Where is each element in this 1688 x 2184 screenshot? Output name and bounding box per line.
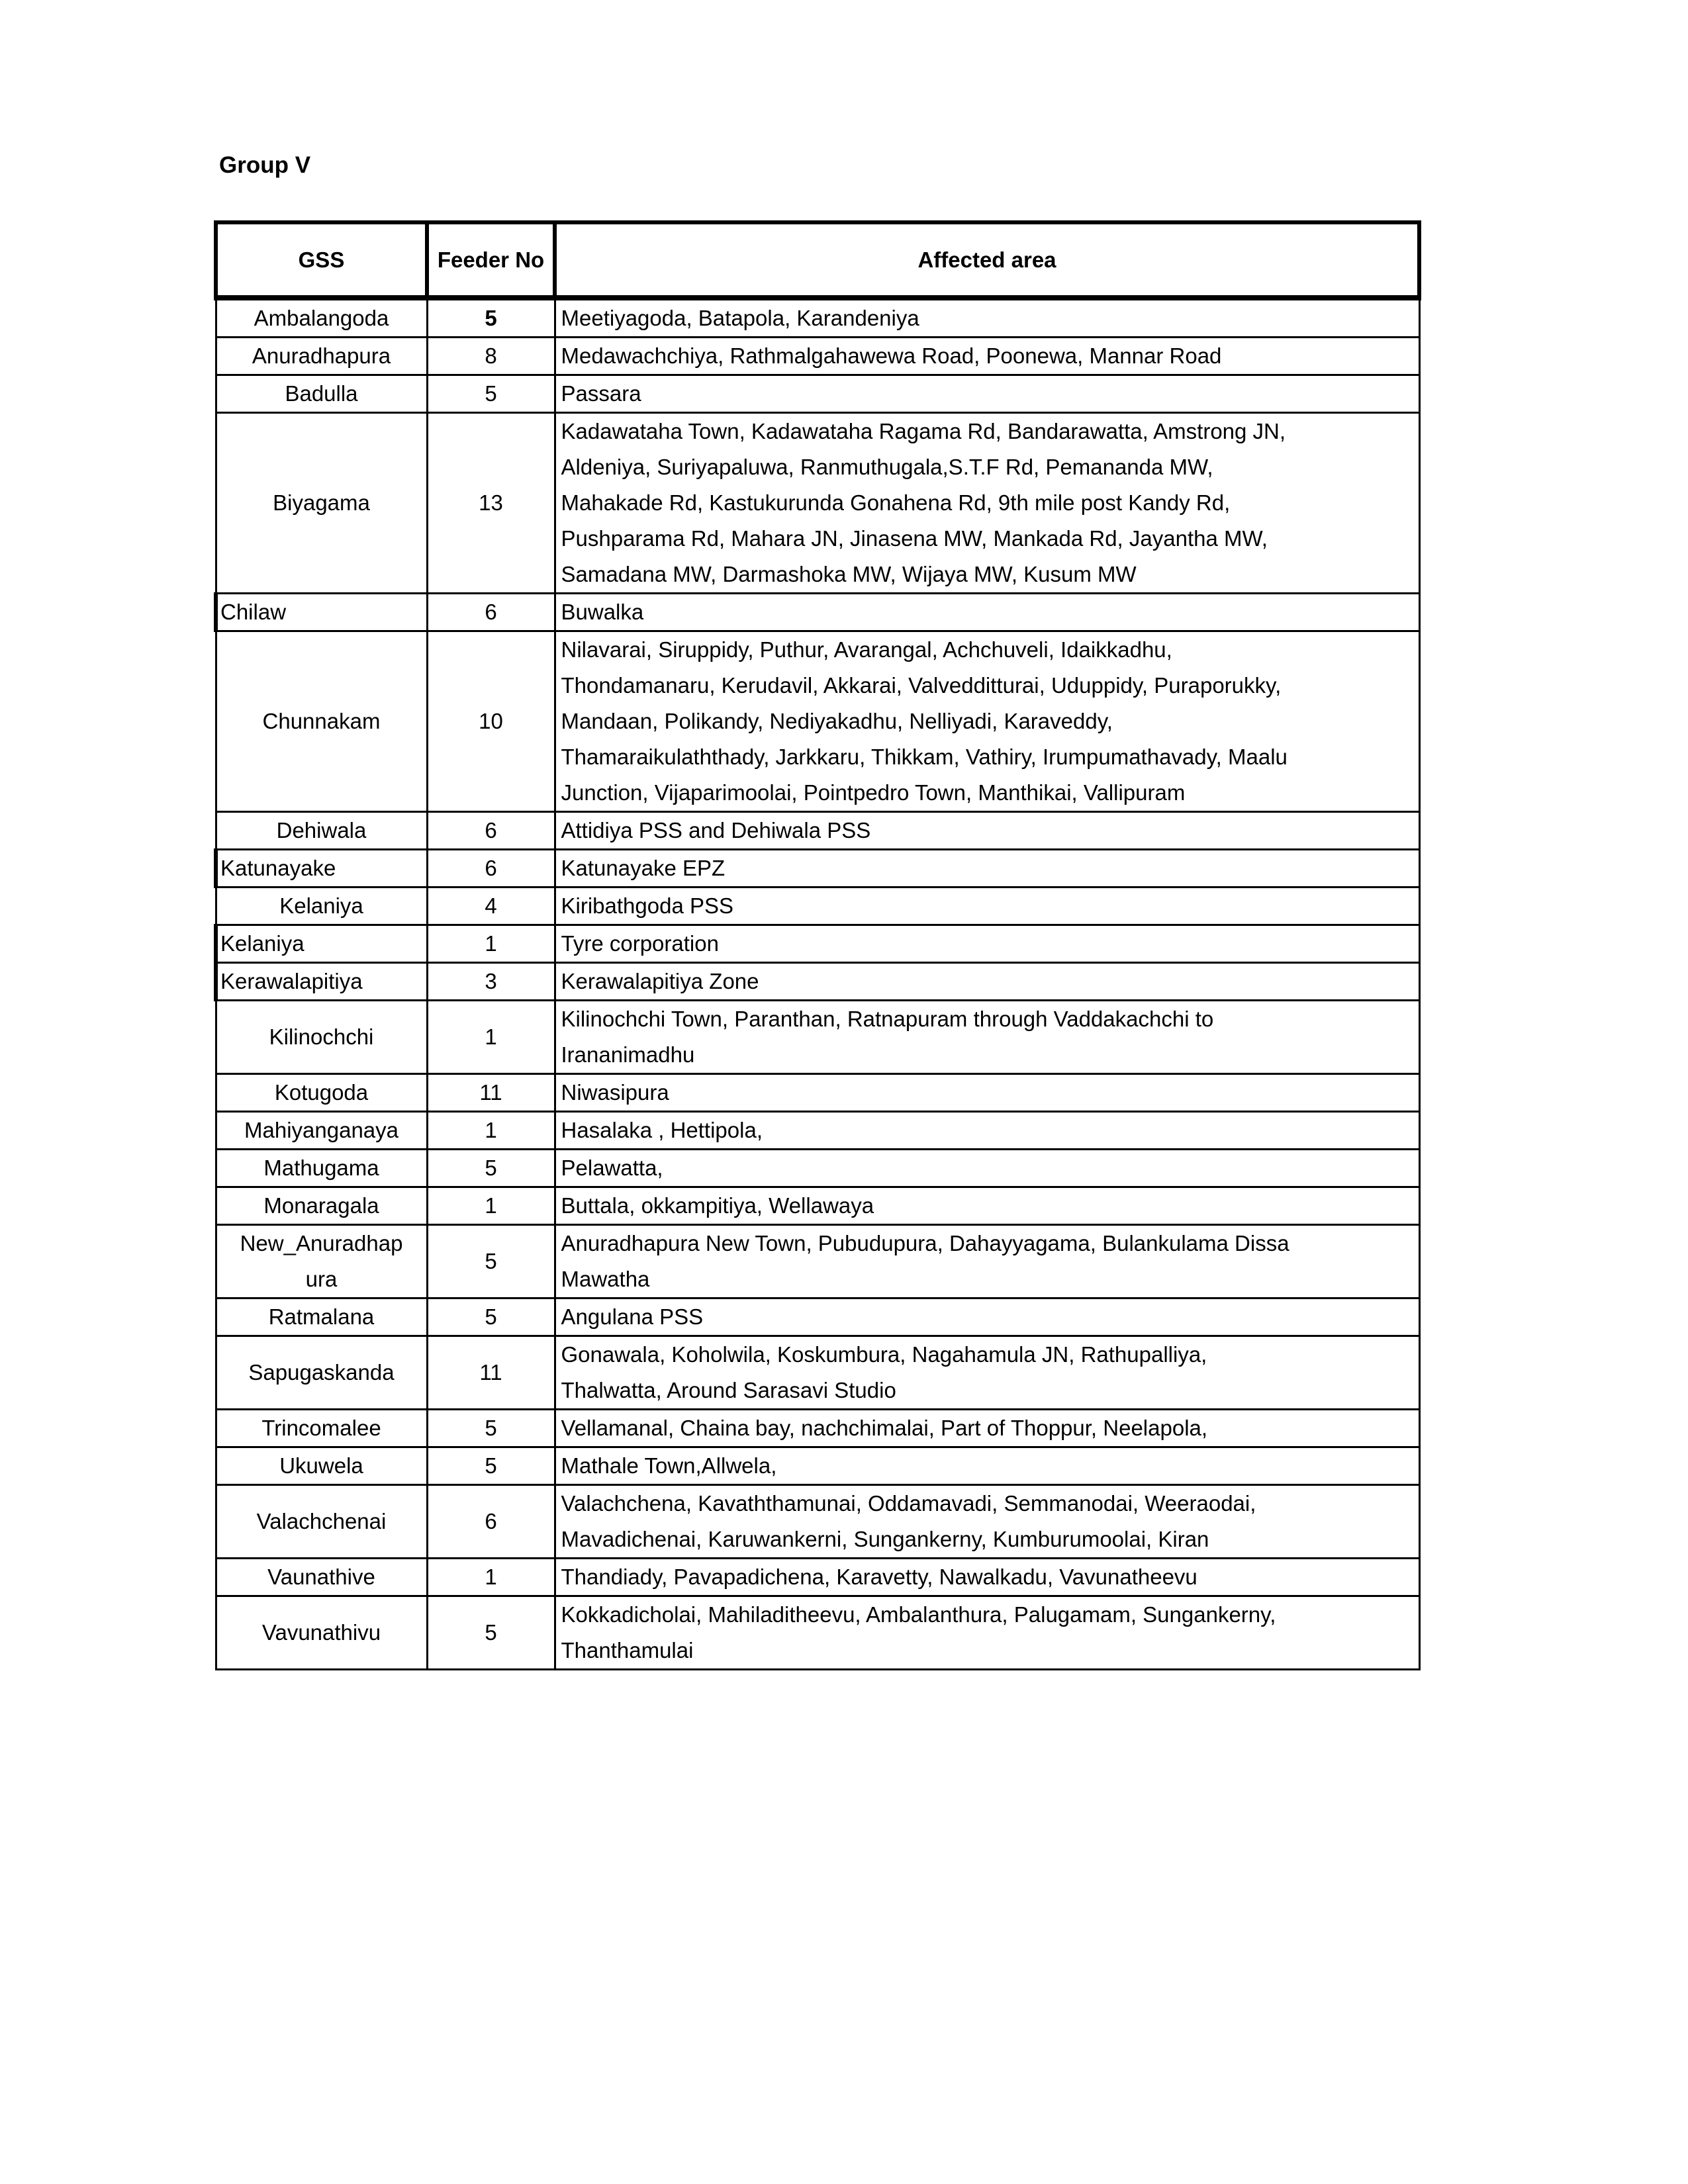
gss-cell [216, 298, 427, 338]
affected-area-line: Tyre corporation [561, 931, 719, 956]
gss-name: Anuradhapura [252, 343, 391, 368]
table-row [216, 1225, 1419, 1298]
feeder-no-cell: 3 [427, 963, 555, 1001]
gss-name: Kelaniya [279, 893, 363, 918]
affected-area-line: Niwasipura [561, 1080, 669, 1105]
table-row [216, 1187, 1419, 1225]
affected-area-line: Hasalaka , Hettipola, [561, 1118, 763, 1142]
gss-cell [216, 1074, 427, 1112]
feeder-no-cell: 4 [427, 887, 555, 925]
table-row [216, 338, 1419, 375]
affected-area-line: Kiribathgoda PSS [561, 893, 734, 918]
feeder-no-cell: 6 [427, 1485, 555, 1559]
feeder-no-cell: 5 [427, 1298, 555, 1336]
affected-area-line: Kokkadicholai, Mahiladitheevu, Ambalanthura, Palugamam, Sungankerny, [561, 1602, 1276, 1627]
gss-cell [216, 1150, 427, 1187]
gss-name: Ukuwela [279, 1453, 363, 1478]
gss-cell [216, 1298, 427, 1336]
table-row [216, 1596, 1419, 1670]
header-feeder-no: Feeder No [427, 222, 555, 298]
feeder-no-cell: 5 [427, 298, 555, 338]
feeder-no-cell: 5 [427, 1596, 555, 1670]
gss-name: Monaragala [263, 1193, 379, 1218]
gss-cell [216, 1447, 427, 1485]
gss-name: Ratmalana [268, 1304, 375, 1329]
table-row [216, 1298, 1419, 1336]
affected-area-line: Thalwatta, Around Sarasavi Studio [561, 1378, 896, 1402]
affected-area-line: Attidiya PSS and Dehiwala PSS [561, 818, 871, 842]
gss-cell [216, 1112, 427, 1150]
feeder-no-cell: 5 [427, 1447, 555, 1485]
gss-cell [216, 812, 427, 850]
gss-cell [216, 631, 427, 812]
affected-area-line: Junction, Vijaparimoolai, Pointpedro Town, Manthikai, Vallipuram [561, 780, 1186, 805]
table-row [216, 1150, 1419, 1187]
table-body [216, 298, 1419, 1670]
affected-area-line: Angulana PSS [561, 1304, 704, 1329]
gss-name: Kelaniya [220, 931, 305, 956]
gss-cell [216, 1410, 427, 1447]
gss-name: Trincomalee [261, 1416, 381, 1440]
affected-area-line: Vellamanal, Chaina bay, nachchimalai, Part of Thoppur, Neelapola, [561, 1416, 1208, 1440]
table-row [216, 631, 1419, 812]
affected-area-cell [555, 1074, 1419, 1112]
feeder-no-cell: 6 [427, 812, 555, 850]
feeder-no-cell: 1 [427, 1112, 555, 1150]
gss-name: Vavunathivu [261, 1620, 381, 1645]
affected-area-line: Anuradhapura New Town, Pubudupura, Dahayyagama, Bulankulama Dissa [561, 1231, 1289, 1255]
table-row [216, 1559, 1419, 1596]
table-row [216, 413, 1419, 594]
affected-area-cell [555, 631, 1419, 812]
affected-area-cell [555, 1001, 1419, 1074]
table-row [216, 594, 1419, 631]
affected-area-cell [555, 375, 1419, 413]
affected-area-cell [555, 1596, 1419, 1670]
affected-area-cell [555, 1485, 1419, 1559]
affected-area-line: Medawachchiya, Rathmalgahawewa Road, Poonewa, Mannar Road [561, 343, 1222, 368]
feeder-no-cell: 5 [427, 1150, 555, 1187]
gss-cell [216, 1187, 427, 1225]
affected-area-line: Mathale Town,Allwela, [561, 1453, 777, 1478]
affected-area-line: Thanthamulai [561, 1638, 694, 1662]
gss-cell [216, 1559, 427, 1596]
affected-area-cell [555, 963, 1419, 1001]
affected-areas-table [214, 220, 1421, 1670]
gss-name: Kotugoda [274, 1080, 369, 1105]
affected-area-line: Pelawatta, [561, 1156, 663, 1180]
affected-area-cell [555, 1112, 1419, 1150]
gss-cell [216, 1336, 427, 1410]
table-header-row [216, 222, 1419, 298]
table-row [216, 1074, 1419, 1112]
gss-cell [216, 925, 427, 963]
table-row [216, 1112, 1419, 1150]
gss-cell [216, 594, 427, 631]
affected-area-cell [555, 887, 1419, 925]
feeder-no-cell: 1 [427, 1001, 555, 1074]
gss-name: ura [305, 1267, 338, 1291]
gss-cell [216, 1001, 427, 1074]
affected-area-cell [555, 413, 1419, 594]
affected-area-line: Gonawala, Koholwila, Koskumbura, Nagahamula JN, Rathupalliya, [561, 1342, 1207, 1367]
feeder-no-cell: 5 [427, 375, 555, 413]
table-row [216, 1485, 1419, 1559]
gss-cell [216, 1596, 427, 1670]
affected-area-line: Mandaan, Polikandy, Nediyakadhu, Nelliyadi, Karaveddy, [561, 709, 1113, 733]
affected-area-cell [555, 1150, 1419, 1187]
feeder-no-cell: 11 [427, 1336, 555, 1410]
affected-area-line: Mahakade Rd, Kastukurunda Gonahena Rd, 9th mile post Kandy Rd, [561, 490, 1231, 515]
gss-name: Chilaw [220, 600, 287, 624]
feeder-no-cell: 13 [427, 413, 555, 594]
affected-area-line: Thandiady, Pavapadichena, Karavetty, Nawalkadu, Vavunatheevu [561, 1565, 1197, 1589]
table-row [216, 1336, 1419, 1410]
affected-area-line: Samadana MW, Darmashoka MW, Wijaya MW, Kusum MW [561, 562, 1137, 586]
affected-area-line: Meetiyagoda, Batapola, Karandeniya [561, 306, 919, 330]
feeder-no-cell: 6 [427, 594, 555, 631]
affected-area-cell [555, 1225, 1419, 1298]
affected-area-cell [555, 594, 1419, 631]
table-row [216, 850, 1419, 887]
feeder-no-cell: 1 [427, 1559, 555, 1596]
table-row [216, 887, 1419, 925]
gss-name: Badulla [285, 381, 358, 406]
table-row [216, 298, 1419, 338]
gss-name: Ambalangoda [254, 306, 389, 330]
affected-area-cell [555, 850, 1419, 887]
gss-name: Mahiyanganaya [244, 1118, 399, 1142]
gss-cell [216, 887, 427, 925]
affected-area-line: Buttala, okkampitiya, Wellawaya [561, 1193, 874, 1218]
affected-area-cell [555, 812, 1419, 850]
feeder-no-cell: 5 [427, 1410, 555, 1447]
affected-area-line: Nilavarai, Siruppidy, Puthur, Avarangal, Achchuveli, Idaikkadhu, [561, 637, 1172, 662]
gss-cell [216, 850, 427, 887]
affected-area-line: Passara [561, 381, 641, 406]
gss-cell [216, 1485, 427, 1559]
table-row [216, 925, 1419, 963]
gss-name: Chunnakam [262, 709, 381, 733]
table-row [216, 1001, 1419, 1074]
affected-area-line: Kilinochchi Town, Paranthan, Ratnapuram through Vaddakachchi to [561, 1007, 1214, 1031]
affected-area-cell [555, 925, 1419, 963]
gss-cell [216, 375, 427, 413]
table-row [216, 963, 1419, 1001]
affected-area-line: Kerawalapitiya Zone [561, 969, 759, 993]
gss-name: Kerawalapitiya [220, 969, 363, 993]
affected-area-line: Thondamanaru, Kerudavil, Akkarai, Valvedditturai, Uduppidy, Puraporukky, [561, 673, 1282, 698]
gss-name: Dehiwala [276, 818, 367, 842]
affected-area-line: Thamaraikulaththady, Jarkkaru, Thikkam, Vathiry, Irumpumathavady, Maalu [561, 745, 1288, 769]
affected-area-line: Katunayake EPZ [561, 856, 726, 880]
table-row [216, 812, 1419, 850]
gss-name: Kilinochchi [269, 1024, 374, 1049]
header-affected-area: Affected area [555, 222, 1419, 298]
feeder-no-cell: 5 [427, 1225, 555, 1298]
affected-area-cell [555, 1447, 1419, 1485]
gss-name: Valachchenai [256, 1509, 387, 1533]
gss-name: Biyagama [273, 490, 370, 515]
affected-area-line: Kadawataha Town, Kadawataha Ragama Rd, Bandarawatta, Amstrong JN, [561, 419, 1286, 443]
gss-cell [216, 963, 427, 1001]
affected-area-line: Buwalka [561, 600, 644, 624]
affected-area-cell [555, 338, 1419, 375]
affected-area-cell [555, 1298, 1419, 1336]
page-title: Group V [219, 152, 311, 178]
affected-area-line: Mavadichenai, Karuwankerni, Sungankerny, Kumburumoolai, Kiran [561, 1527, 1209, 1551]
affected-area-line: Mawatha [561, 1267, 650, 1291]
affected-area-cell [555, 1559, 1419, 1596]
affected-area-line: Irananimadhu [561, 1042, 695, 1067]
table-row [216, 1447, 1419, 1485]
feeder-no-cell: 1 [427, 925, 555, 963]
feeder-no-cell: 8 [427, 338, 555, 375]
gss-name: Vaunathive [267, 1565, 375, 1589]
affected-area-cell [555, 1187, 1419, 1225]
table-row [216, 1410, 1419, 1447]
affected-area-cell [555, 1410, 1419, 1447]
gss-name: Katunayake [220, 856, 336, 880]
gss-cell [216, 338, 427, 375]
feeder-no-cell: 10 [427, 631, 555, 812]
affected-area-cell [555, 298, 1419, 338]
gss-name: Sapugaskanda [248, 1360, 395, 1385]
feeder-no-cell: 1 [427, 1187, 555, 1225]
gss-name: New_Anuradhap [240, 1231, 403, 1255]
table-row [216, 375, 1419, 413]
feeder-no-cell: 6 [427, 850, 555, 887]
feeder-no-cell: 11 [427, 1074, 555, 1112]
affected-area-line: Pushparama Rd, Mahara JN, Jinasena MW, Mankada Rd, Jayantha MW, [561, 526, 1268, 551]
header-gss: GSS [216, 222, 427, 298]
gss-cell [216, 413, 427, 594]
affected-area-cell [555, 1336, 1419, 1410]
affected-area-line: Valachchena, Kavaththamunai, Oddamavadi, Semmanodai, Weeraodai, [561, 1491, 1256, 1516]
gss-cell [216, 1225, 427, 1298]
gss-name: Mathugama [263, 1156, 379, 1180]
affected-area-line: Aldeniya, Suriyapaluwa, Ranmuthugala,S.T.F Rd, Pemananda MW, [561, 455, 1213, 479]
